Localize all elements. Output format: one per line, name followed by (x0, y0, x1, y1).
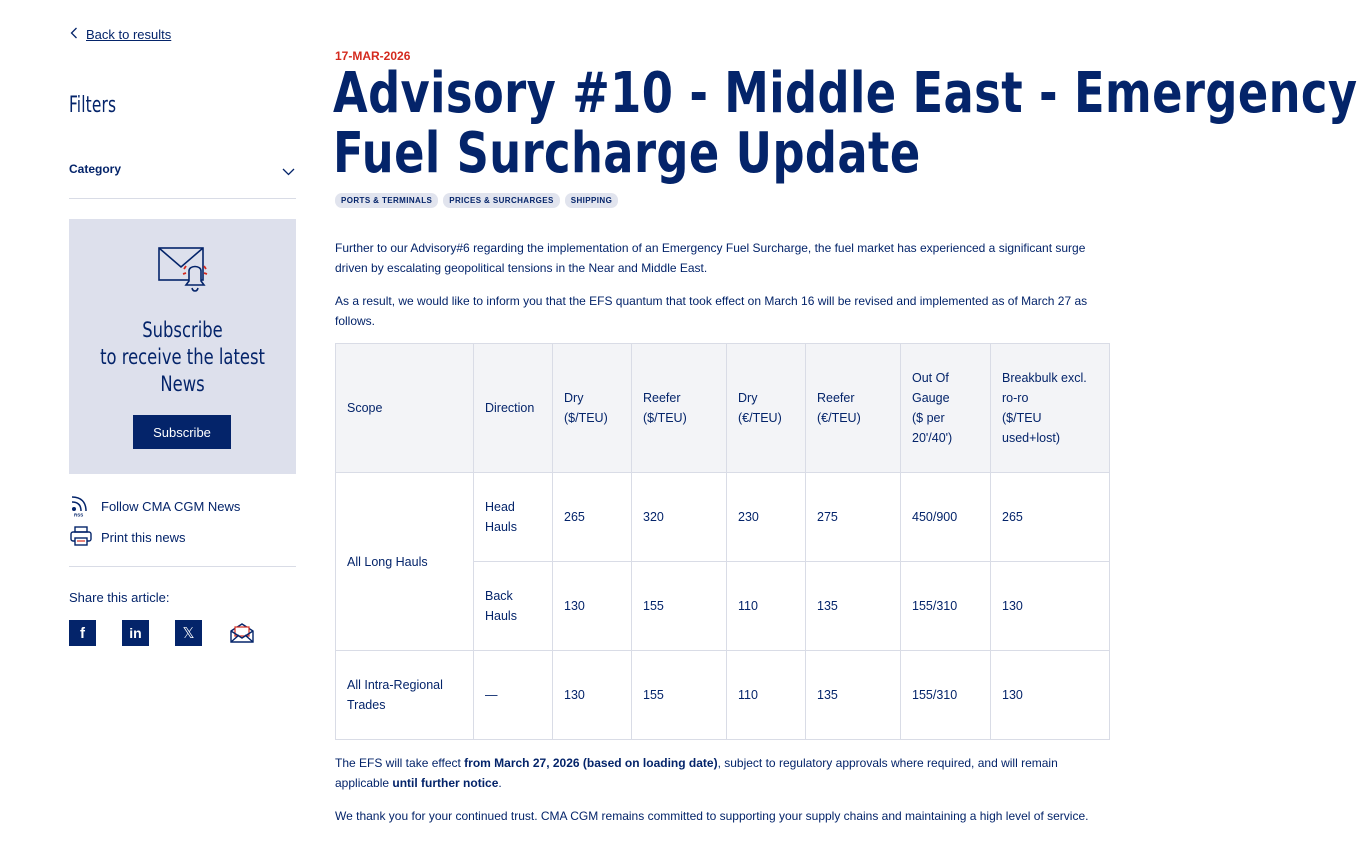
cell-dry-eur: 230 (727, 473, 806, 562)
cell-direction: — (474, 651, 553, 740)
efs-table (335, 343, 1110, 740)
header-scope: Scope (336, 344, 474, 473)
header-dry-usd: Dry ($/TEU) (553, 344, 632, 473)
effect-paragraph: The EFS will take effect from March 27, 2026 (based on loading date), subject to regulatory approvals where required, and will remain applicable until further notice. (335, 756, 1058, 790)
follow-news-label[interactable]: Follow CMA CGM News (101, 499, 241, 514)
cell-oog: 155/310 (901, 651, 991, 740)
chevron-down-icon[interactable] (282, 163, 295, 181)
back-to-results-label[interactable]: Back to results (86, 26, 172, 42)
follow-news-link[interactable] (70, 493, 240, 520)
category-label: Category (69, 162, 122, 176)
effect-date-bold: from March 27, 2026 (based on loading date) (464, 756, 718, 770)
svg-text:RSS: RSS (74, 512, 84, 518)
email-icon[interactable] (228, 620, 255, 646)
cell-reefer-eur: 135 (806, 651, 901, 740)
effect-notice-bold: until further notice (392, 776, 499, 790)
cell-scope-intra: All Intra-Regional Trades (336, 651, 474, 740)
header-reefer-eur: Reefer (€/TEU) (806, 344, 901, 473)
article-title (333, 61, 1358, 186)
header-direction: Direction (474, 344, 553, 473)
rss-icon (70, 493, 92, 520)
header-reefer-usd: Reefer ($/TEU) (632, 344, 727, 473)
announcement-paragraph: As a result, we would like to inform you that the EFS quantum that took effect on March 16 will be revised and implemented as of March 27 as follows. (335, 294, 1088, 328)
subscribe-line-3: News (160, 372, 205, 396)
back-to-results-link[interactable] (70, 26, 171, 42)
cell-breakbulk: 130 (991, 562, 1110, 651)
table-row-intra-regional (336, 651, 1110, 740)
facebook-icon[interactable]: f (69, 620, 96, 646)
tag-ports-terminals[interactable]: PORTS & TERMINALS (335, 193, 438, 208)
mail-notification-icon (157, 245, 209, 304)
cell-breakbulk: 265 (991, 473, 1110, 562)
cell-oog: 155/310 (901, 562, 991, 651)
header-out-of-gauge: Out Of Gauge ($ per 20'/40') (901, 344, 991, 473)
tag-shipping[interactable]: SHIPPING (565, 193, 618, 208)
cell-dry-usd: 130 (553, 651, 632, 740)
chevron-left-icon (70, 26, 78, 42)
x-icon[interactable]: 𝕏 (175, 620, 202, 646)
print-news-label[interactable]: Print this news (101, 530, 186, 545)
intro-paragraph: Further to our Advisory#6 regarding the implementation of an Emergency Fuel Surcharge, the fuel market has experienced a significant surge driven by escalating geopolitical tensions in the Near and Middle East. (335, 241, 1086, 275)
table-header-row (336, 344, 1110, 473)
cell-reefer-eur: 135 (806, 562, 901, 651)
tag-prices-surcharges[interactable]: PRICES & SURCHARGES (443, 193, 560, 208)
cell-scope-long-hauls: All Long Hauls (336, 473, 474, 651)
filters-title: Filters (69, 93, 117, 118)
sidebar-divider (69, 566, 296, 567)
cell-dry-eur: 110 (727, 562, 806, 651)
cell-dry-usd: 265 (553, 473, 632, 562)
header-breakbulk: Breakbulk excl. ro-ro ($/TEU used+lost) (991, 344, 1110, 473)
cell-breakbulk: 130 (991, 651, 1110, 740)
cell-reefer-eur: 275 (806, 473, 901, 562)
cell-dry-eur: 110 (727, 651, 806, 740)
cell-reefer-usd: 155 (632, 651, 727, 740)
closing-paragraph: We thank you for your continued trust. CMA CGM remains committed to supporting your supply chains and maintaining a high level of service. (335, 809, 1089, 823)
cell-direction: Head Hauls (474, 473, 553, 562)
cell-oog: 450/900 (901, 473, 991, 562)
subscribe-line-2: to receive the latest (100, 345, 265, 369)
article-title-line-1: Advisory #10 - Middle East - Emergency (333, 61, 1358, 126)
table-row-head-hauls (336, 473, 1110, 562)
subscribe-line-1: Subscribe (142, 318, 223, 342)
linkedin-icon[interactable]: in (122, 620, 149, 646)
cell-direction: Back Hauls (474, 562, 553, 651)
article-title-line-2: Fuel Surcharge Update (333, 121, 921, 186)
article-date: 17-MAR-2026 (335, 49, 411, 63)
print-news-link[interactable] (70, 526, 186, 549)
article-tags (335, 193, 618, 208)
subscribe-text (69, 317, 296, 398)
category-filter-dropdown[interactable] (69, 158, 296, 199)
subscribe-panel (69, 219, 296, 474)
cell-dry-usd: 130 (553, 562, 632, 651)
share-buttons (69, 620, 255, 646)
printer-icon (70, 526, 92, 549)
share-title: Share this article: (69, 590, 170, 605)
cell-reefer-usd: 155 (632, 562, 727, 651)
subscribe-button[interactable]: Subscribe (133, 415, 231, 449)
cell-reefer-usd: 320 (632, 473, 727, 562)
header-dry-eur: Dry (€/TEU) (727, 344, 806, 473)
